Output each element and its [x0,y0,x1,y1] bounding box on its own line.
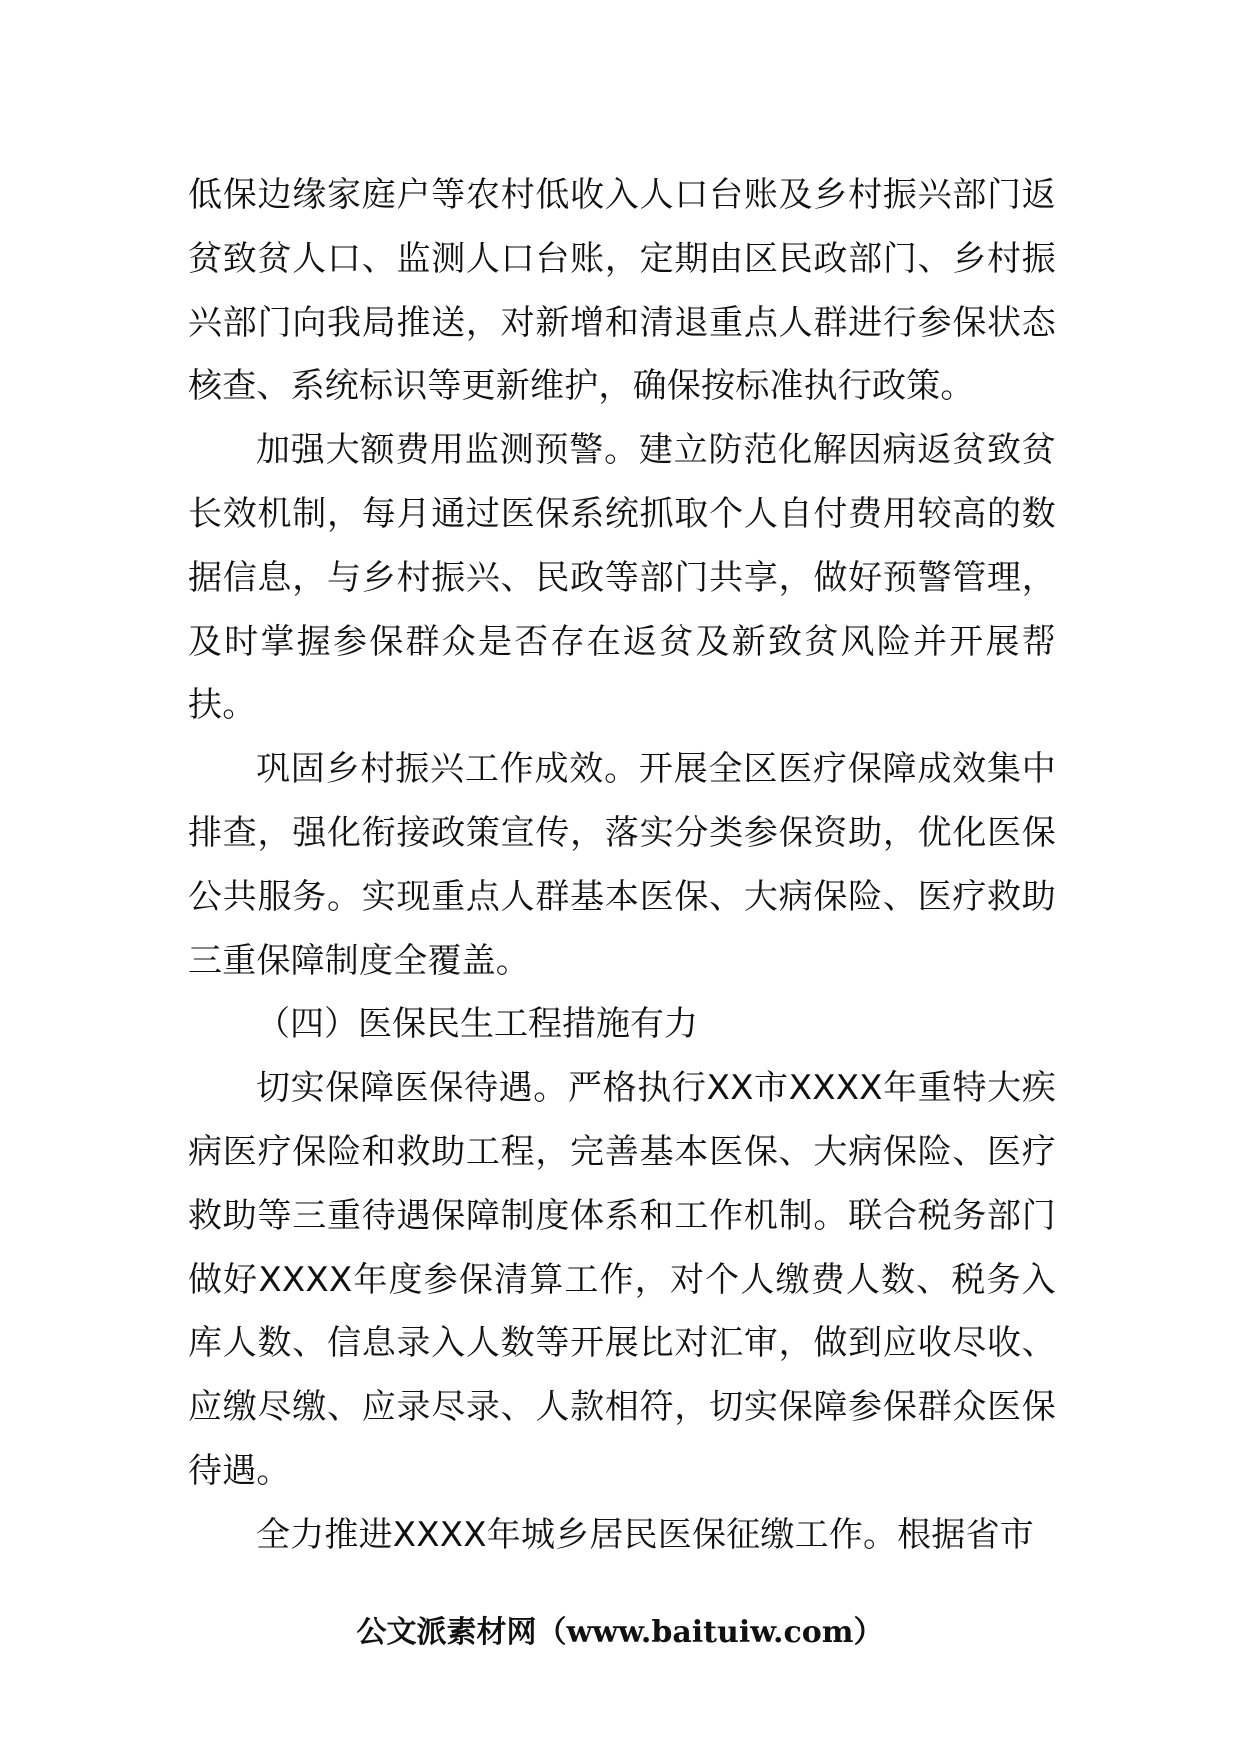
document-body [188,164,1056,1568]
paragraph-medical-benefits: 切实保障医保待遇。严格执行XX市XXXX年重特大疾病医疗保险和救助工程，完善基本医保、大病保险、医疗救助等三重待遇保障制度体系和工作机制。联合税务部门做好XXXX年度参保清算工作，对个人缴费人数、税务入库人数、信息录入人数等开展比对汇审，做到应收尽收、应缴尽缴、应录尽录、人款相符，切实保障参保群众医保待遇。 [188,1068,1056,1491]
page-footer: 公文派素材网（www.baituiw.com） [356,1615,884,1650]
paragraph-continuation: 低保边缘家庭户等农村低收入人口台账及乡村振兴部门返贫致贫人口、监测人口台账，定期由区民政部门、乡村振兴部门向我局推送，对新增和清退重点人群进行参保状态核查、系统标识等更新维护，确保按标准执行政策。 [188,175,1056,407]
paragraph-monitoring-warning: 加强大额费用监测预警。建立防范化解因病返贫致贫长效机制，每月通过医保系统抓取个人自付费用较高的数据信息，与乡村振兴、民政等部门共享，做好预警管理，及时掌握参保群众是否存在返贫及新致贫风险并开展帮扶。 [188,430,1056,726]
section-heading: （四）医保民生工程措施有力 [256,1004,698,1045]
paragraph-insurance-collection: 全力推进XXXX年城乡居民医保征缴工作。根据省市 [256,1514,1034,1555]
paragraph-rural-revitalization: 巩固乡村振兴工作成效。开展全区医疗保障成效集中排查，强化衔接政策宣传，落实分类参保资助，优化医保公共服务。实现重点人群基本医保、大病保险、医疗救助三重保障制度全覆盖。 [188,749,1056,981]
